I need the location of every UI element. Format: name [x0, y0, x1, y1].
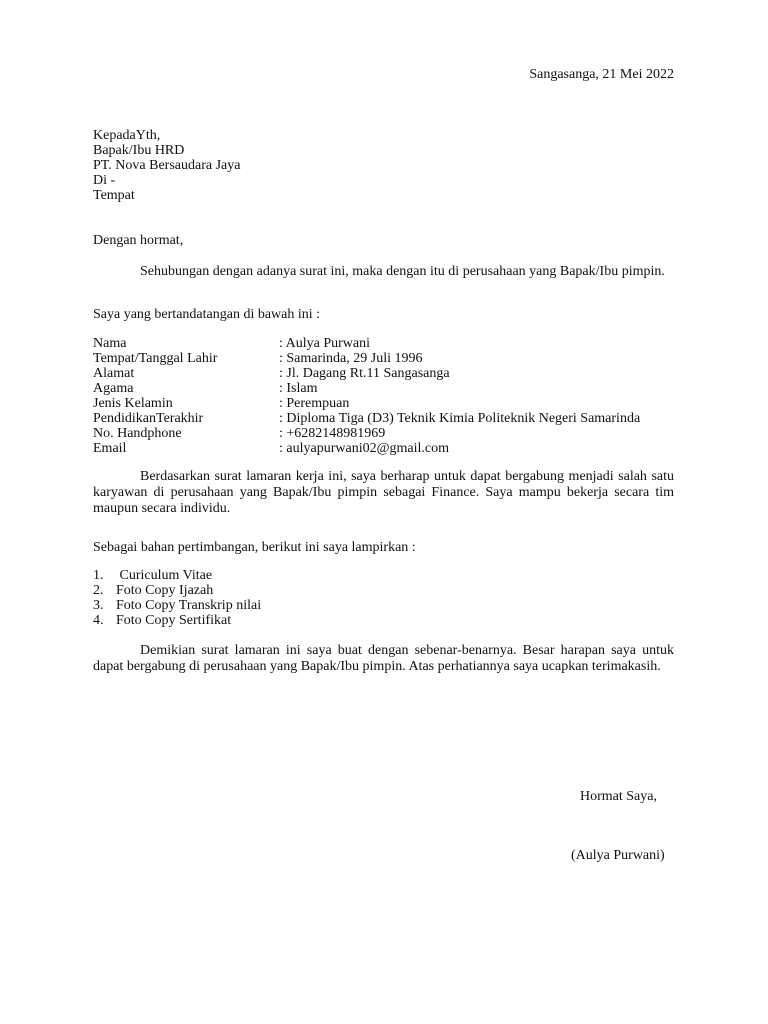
- data-value: : Samarinda, 29 Juli 1996: [279, 351, 423, 366]
- attachment-text: Foto Copy Ijazah: [116, 583, 214, 598]
- recipient-line: KepadaYth,: [93, 128, 161, 143]
- opening-paragraph: Sehubungan dengan adanya surat ini, maka dengan itu di perusahaan yang Bapak/Ibu pimpin.: [140, 264, 665, 279]
- body-paragraph: Berdasarkan surat lamaran kerja ini, saya berharap untuk dapat bergabung menjadi salah satu karyawan di perusahaan yang Bapak/Ibu pimpin sebagai Finance. Saya mampu bekerja secara tim maupun secara individu.: [93, 469, 674, 516]
- attachments-intro: Sebagai bahan pertimbangan, berikut ini saya lampirkan :: [93, 540, 416, 555]
- closing-phrase: Hormat Saya,: [580, 789, 657, 804]
- intro-line: Saya yang bertandatangan di bawah ini :: [93, 307, 321, 322]
- letter-date: Sangasanga, 21 Mei 2022: [529, 67, 674, 82]
- recipient-line: Bapak/Ibu HRD: [93, 143, 185, 158]
- data-value: : Perempuan: [279, 396, 350, 411]
- salutation: Dengan hormat,: [93, 233, 184, 248]
- data-value: : Islam: [279, 381, 318, 396]
- data-label: Email: [93, 441, 127, 456]
- data-label: Agama: [93, 381, 134, 396]
- attachment-number: 4.: [93, 613, 104, 628]
- data-label: PendidikanTerakhir: [93, 411, 204, 426]
- recipient-line: Tempat: [93, 188, 135, 203]
- data-value: : +6282148981969: [279, 426, 386, 441]
- closing-paragraph: Demikian surat lamaran ini saya buat dengan sebenar-benarnya. Besar harapan saya untuk dapat bergabung di perusahaan yang Bapak/Ibu pimpin. Atas perhatiannya saya ucapkan terimakasih.: [93, 643, 674, 674]
- data-value: : Aulya Purwani: [279, 336, 370, 351]
- attachment-text: Foto Copy Sertifikat: [116, 613, 232, 628]
- recipient-line: PT. Nova Bersaudara Jaya: [93, 158, 241, 173]
- data-label: Tempat/Tanggal Lahir: [93, 351, 218, 366]
- recipient-line: Di -: [93, 173, 116, 188]
- data-label: Alamat: [93, 366, 135, 381]
- attachment-text: Curiculum Vitae: [116, 568, 213, 583]
- signature-name: (Aulya Purwani): [571, 848, 665, 863]
- data-value: : Jl. Dagang Rt.11 Sangasanga: [279, 366, 450, 381]
- attachment-text: Foto Copy Transkrip nilai: [116, 598, 262, 613]
- recipient-block: [93, 128, 240, 203]
- data-label: No. Handphone: [93, 426, 182, 441]
- attachment-number: 1.: [93, 568, 104, 583]
- data-value: : aulyapurwani02@gmail.com: [279, 441, 449, 456]
- attachment-number: 3.: [93, 598, 104, 613]
- attachment-number: 2.: [93, 583, 104, 598]
- data-label: Nama: [93, 336, 127, 351]
- data-value: : Diploma Tiga (D3) Teknik Kimia Politeknik Negeri Samarinda: [279, 411, 641, 426]
- data-label: Jenis Kelamin: [93, 396, 173, 411]
